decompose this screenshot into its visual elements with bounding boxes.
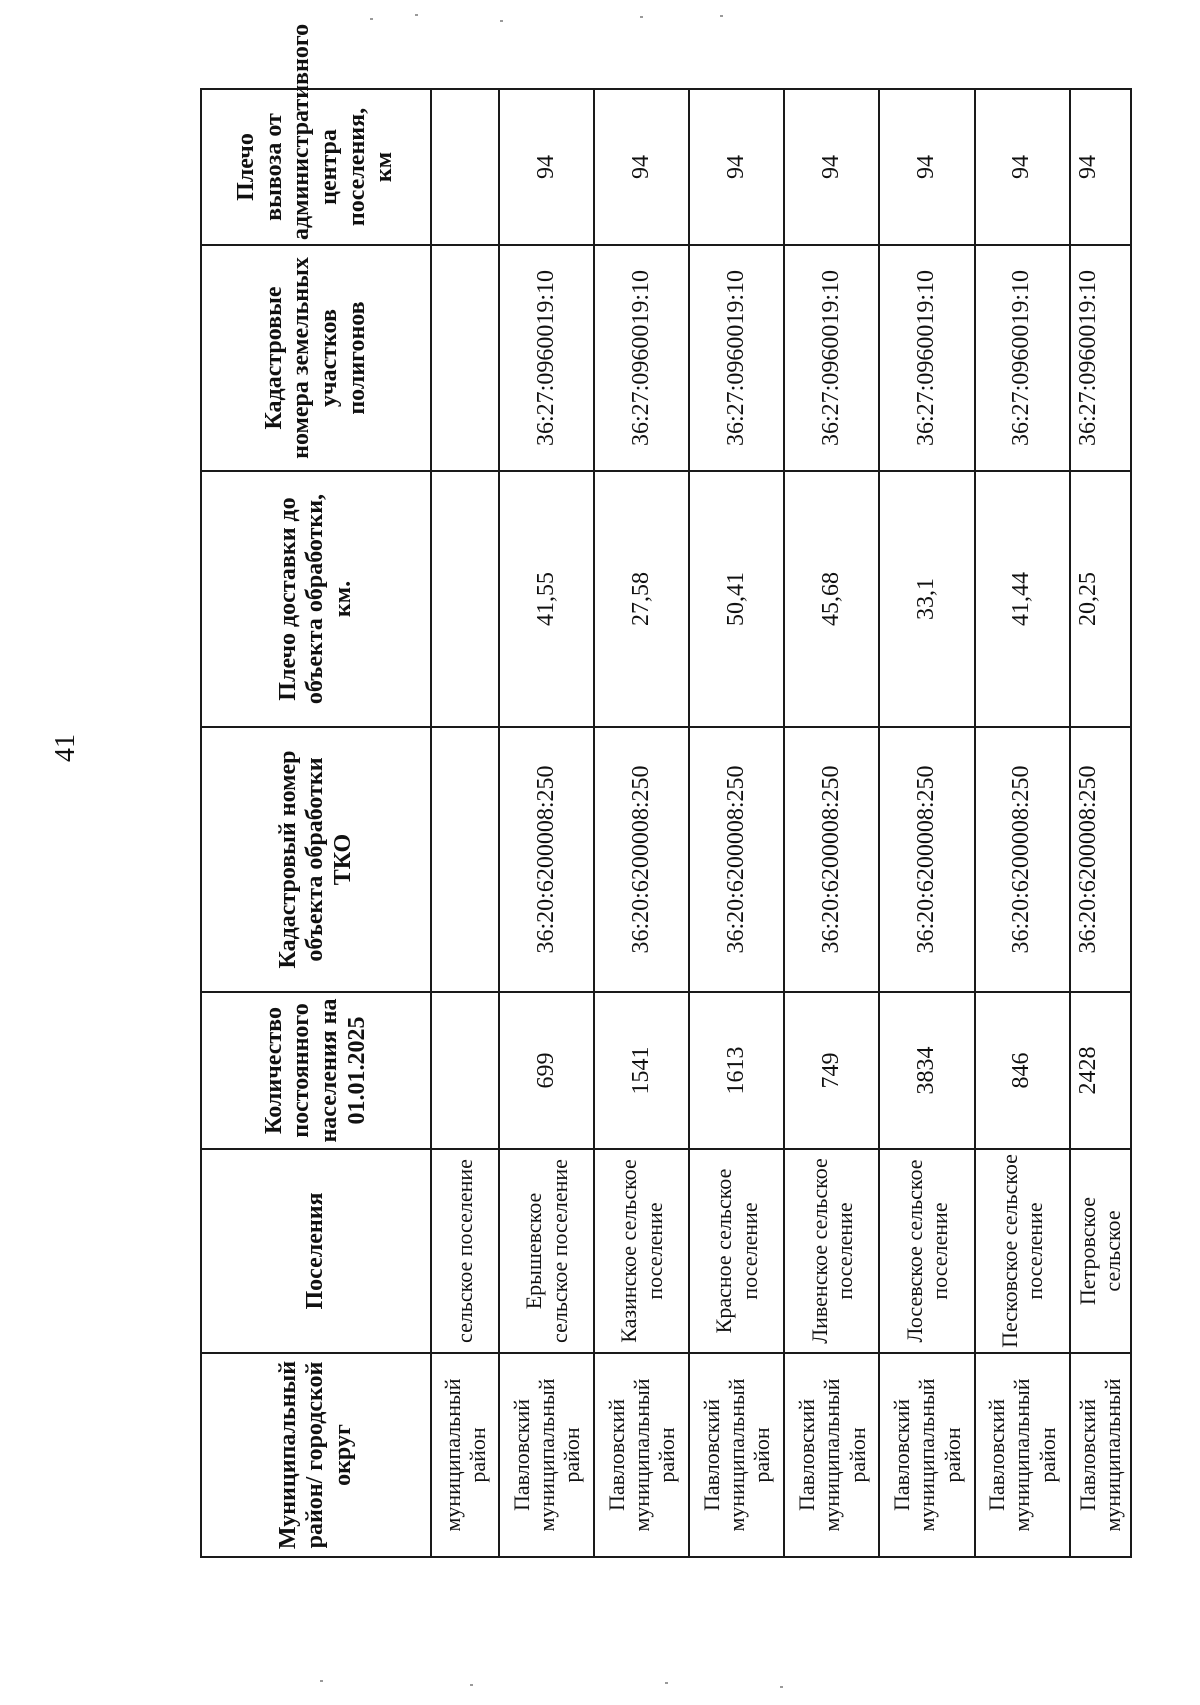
- landfill-cadastral-cell: [431, 245, 499, 471]
- processing-cadastral-cell: 36:20:6200008:250: [975, 727, 1070, 992]
- table-row: [879, 89, 974, 1557]
- population-cell: 1541: [594, 992, 689, 1149]
- column-header-removal-distance: Плечо вывоза от административного центра поселения, км: [201, 89, 431, 245]
- table-row: [975, 89, 1070, 1557]
- district-cell: Павловский муниципальный район: [499, 1353, 594, 1557]
- district-cell: Павловский муниципальный район: [594, 1353, 689, 1557]
- table-row: [784, 89, 879, 1557]
- table-row: [689, 89, 784, 1557]
- landfill-cadastral-cell: 36:27:0960019:10: [594, 245, 689, 471]
- column-header-settlement: Поселения: [201, 1149, 431, 1353]
- removal-distance-cell: [431, 89, 499, 245]
- settlement-cell: Казинское сельское поселение: [594, 1149, 689, 1353]
- population-cell: 699: [499, 992, 594, 1149]
- removal-distance-cell: 94: [689, 89, 784, 245]
- table-row: [594, 89, 689, 1557]
- table-row: [431, 89, 499, 1557]
- population-cell: 1613: [689, 992, 784, 1149]
- settlement-cell: Лосевское сельское поселение: [879, 1149, 974, 1353]
- landfill-cadastral-cell: 36:27:0960019:10: [975, 245, 1070, 471]
- delivery-distance-cell: 41,44: [975, 471, 1070, 727]
- district-cell: муниципальный район: [431, 1353, 499, 1557]
- removal-distance-cell: 94: [784, 89, 879, 245]
- population-cell: 3834: [879, 992, 974, 1149]
- processing-cadastral-cell: 36:20:6200008:250: [499, 727, 594, 992]
- district-cell: Павловский муниципальный район: [689, 1353, 784, 1557]
- column-header-delivery-distance: Плечо доставки до объекта обработки, км.: [201, 471, 431, 727]
- population-cell: [431, 992, 499, 1149]
- processing-cadastral-cell: 36:20:6200008:250: [784, 727, 879, 992]
- processing-cadastral-cell: 36:20:6200008:250: [594, 727, 689, 992]
- waste-logistics-table: [200, 23, 1132, 1558]
- scan-noise-speck: [500, 20, 503, 22]
- landfill-cadastral-cell: 36:27:0960019:10: [689, 245, 784, 471]
- landfill-cadastral-cell: 36:27:0960019:10: [1070, 245, 1131, 471]
- removal-distance-cell: 94: [879, 89, 974, 245]
- delivery-distance-cell: [431, 471, 499, 727]
- settlement-cell: сельское поселение: [431, 1149, 499, 1353]
- scan-noise-speck: [415, 14, 418, 16]
- district-cell: Павловский муниципальный район: [975, 1353, 1070, 1557]
- rotated-table-sheet: [200, 23, 1132, 1558]
- landfill-cadastral-cell: 36:27:0960019:10: [499, 245, 594, 471]
- population-cell: 749: [784, 992, 879, 1149]
- processing-cadastral-cell: 36:20:6200008:250: [1070, 727, 1131, 992]
- scan-noise-speck: [720, 15, 723, 17]
- column-header-district: Муниципальный район/ городской округ: [201, 1353, 431, 1557]
- settlement-cell: Петровское сельское: [1070, 1149, 1131, 1353]
- removal-distance-cell: 94: [975, 89, 1070, 245]
- removal-distance-cell: 94: [499, 89, 594, 245]
- scan-noise-speck: [470, 1684, 473, 1686]
- table-row: [499, 89, 594, 1557]
- column-header-processing-cadastral: Кадастровый номер объекта обработки ТКО: [201, 727, 431, 992]
- removal-distance-cell: 94: [594, 89, 689, 245]
- processing-cadastral-cell: 36:20:6200008:250: [689, 727, 784, 992]
- delivery-distance-cell: 45,68: [784, 471, 879, 727]
- population-cell: 846: [975, 992, 1070, 1149]
- delivery-distance-cell: 33,1: [879, 471, 974, 727]
- delivery-distance-cell: 27,58: [594, 471, 689, 727]
- district-cell: Павловский муниципальный: [1070, 1353, 1131, 1557]
- delivery-distance-cell: 41,55: [499, 471, 594, 727]
- processing-cadastral-cell: 36:20:6200008:250: [879, 727, 974, 992]
- district-cell: Павловский муниципальный район: [784, 1353, 879, 1557]
- settlement-cell: Песковское сельское поселение: [975, 1149, 1070, 1353]
- delivery-distance-cell: 20,25: [1070, 471, 1131, 727]
- landfill-cadastral-cell: 36:27:0960019:10: [784, 245, 879, 471]
- scan-noise-speck: [640, 16, 643, 18]
- delivery-distance-cell: 50,41: [689, 471, 784, 727]
- population-cell: 2428: [1070, 992, 1131, 1149]
- scan-noise-speck: [320, 1680, 323, 1682]
- removal-distance-cell: 94: [1070, 89, 1131, 245]
- landfill-cadastral-cell: 36:27:0960019:10: [879, 245, 974, 471]
- district-cell: Павловский муниципальный район: [879, 1353, 974, 1557]
- column-header-landfill-cadastral: Кадастровые номера земельных участков полигонов: [201, 245, 431, 471]
- page-number: 41: [50, 734, 81, 762]
- scan-noise-speck: [780, 1686, 783, 1688]
- settlement-cell: Красное сельское поселение: [689, 1149, 784, 1353]
- column-header-population: Количество постоянного населения на 01.01.2025: [201, 992, 431, 1149]
- settlement-cell: Ерышевское сельское поселение: [499, 1149, 594, 1353]
- scan-noise-speck: [370, 18, 373, 20]
- table-header-row: [201, 89, 431, 1557]
- scan-noise-speck: [665, 1682, 668, 1684]
- table-row: [1070, 89, 1131, 1557]
- processing-cadastral-cell: [431, 727, 499, 992]
- settlement-cell: Ливенское сельское поселение: [784, 1149, 879, 1353]
